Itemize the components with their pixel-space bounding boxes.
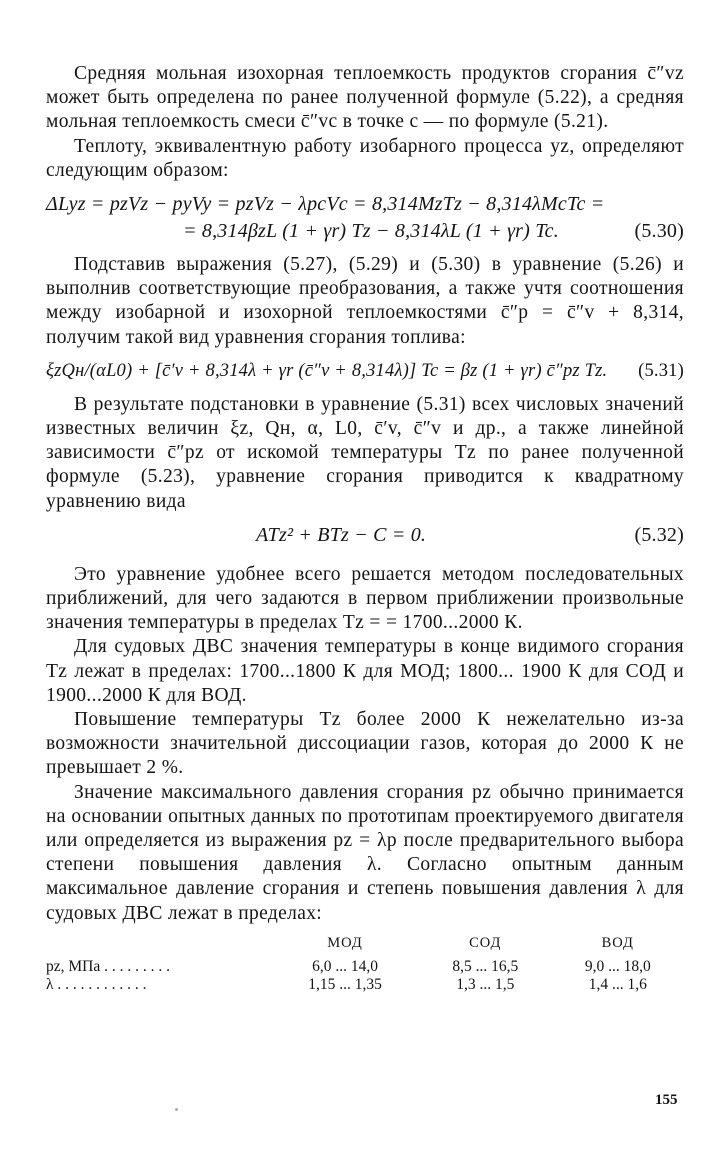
equation-5-30-expression-2: = 8,314βzL (1 + γr) Tz − 8,314λL (1 + γr) Tc. [183, 220, 559, 243]
paragraph-iteration: Это уравнение удобнее всего решается методом последовательных приближений, для чего задаются в первом приближении произвольные значения температуры в пределах Tz = = 1700...2000 К. [46, 563, 684, 634]
equation-5-30-number: (5.30) [634, 220, 684, 243]
table-cell-mod: 1,15 ... 1,35 [308, 975, 382, 993]
page-number: 155 [655, 1092, 678, 1108]
paragraph-isobaric-work: Теплоту, эквивалентную работу изобарного процесса yz, определяют следующим образом: [46, 135, 684, 181]
table-cell-mod: 6,0 ... 14,0 [312, 957, 378, 975]
equation-5-31-expression: ξzQн/(αL0) + [c̄′v + 8,314λ + γr (c̄″v + 8,314λ)] Tc = βz (1 + γr) c̄″pz Tz. [46, 360, 608, 381]
paragraph-max-pressure: Значение максимального давления сгорания pz обычно принимается на основании опытных данных по прототипам проектируемого двигателя или определяется из выражения pz = λp после предварительного выбора степени повышения давления λ. Согласно опытным данным максимальное давление сгорания и степень повышения давления λ для судовых ДВС лежат в пределах: [46, 781, 684, 924]
table-cell-sod: 1,3 ... 1,5 [456, 975, 515, 993]
paragraph-temperature-ranges: Для судовых ДВС значения температуры в конце видимого сгорания Tz лежат в пределах: 1700...1800 К для МОД; 1800... 1900 К для СОД и 1900...2000 К для ВОД. [46, 636, 684, 706]
paragraph-substitution: Подставив выражения (5.27), (5.29) и (5.30) в уравнение (5.26) и выполнив соответствующие преобразования, а также учтя соотношения между изобарной и изохорной теплоемкостями c̄″p = c̄″v + 8,314, получим такой вид уравнения сгорания топлива: [46, 254, 684, 348]
equation-5-30-line1 [46, 191, 684, 218]
table-header-row [46, 932, 684, 958]
equation-5-30-line2 [46, 218, 684, 245]
equation-5-32-number: (5.32) [634, 523, 684, 546]
table-header-mod: МОД [327, 934, 363, 951]
paragraph-dissociation: Повышение температуры Tz более 2000 К нежелательно из-за возможности значительной диссоциации газов, которая до 2000 К не превышает 2 %. [46, 709, 684, 779]
page-body [46, 62, 684, 994]
table-header-vod: ВОД [601, 934, 634, 951]
table-row-label: λ . . . . . . . . . . . . [46, 975, 147, 993]
table-cell-vod: 9,0 ... 18,0 [584, 957, 651, 975]
table-row [46, 958, 684, 976]
equation-5-32 [46, 522, 684, 549]
table-header-sod: СОД [469, 934, 502, 951]
table-row [46, 976, 684, 994]
paragraph-heat-capacity: Средняя мольная изохорная теплоемкость продуктов сгорания c̄″vz может быть определена по ранее полученной формуле (5.22), а средняя мольная теплоемкость смеси c̄″vc в точке c — по формуле (5.21). [46, 63, 684, 133]
equation-5-31 [46, 358, 684, 385]
table-cell-vod: 1,4 ... 1,6 [588, 975, 647, 993]
table-header-empty [46, 932, 271, 958]
table-row-label: pz, МПа . . . . . . . . . [46, 957, 170, 975]
pressure-ratio-table [46, 932, 684, 994]
page-speck [175, 1108, 178, 1111]
equation-5-32-expression: ATz² + BTz − C = 0. [256, 523, 427, 546]
table-cell-sod: 8,5 ... 16,5 [452, 957, 519, 975]
paragraph-quadratic: В результате подстановки в уравнение (5.31) всех числовых значений известных величин ξz, Qн, α, L0, c̄′v, c̄″v и др., а также линейной зависимости c̄″pz от искомой температуры Tz по ранее полученной формуле (5.23), уравнение сгорания приводится к квадратному уравнению вида [46, 393, 684, 512]
equation-5-31-number: (5.31) [638, 360, 684, 381]
equation-5-30-expression-1: ΔLyz = pzVz − pyVy = pzVz − λpcVc = 8,314MzTz − 8,314λMcTc = [46, 193, 605, 216]
